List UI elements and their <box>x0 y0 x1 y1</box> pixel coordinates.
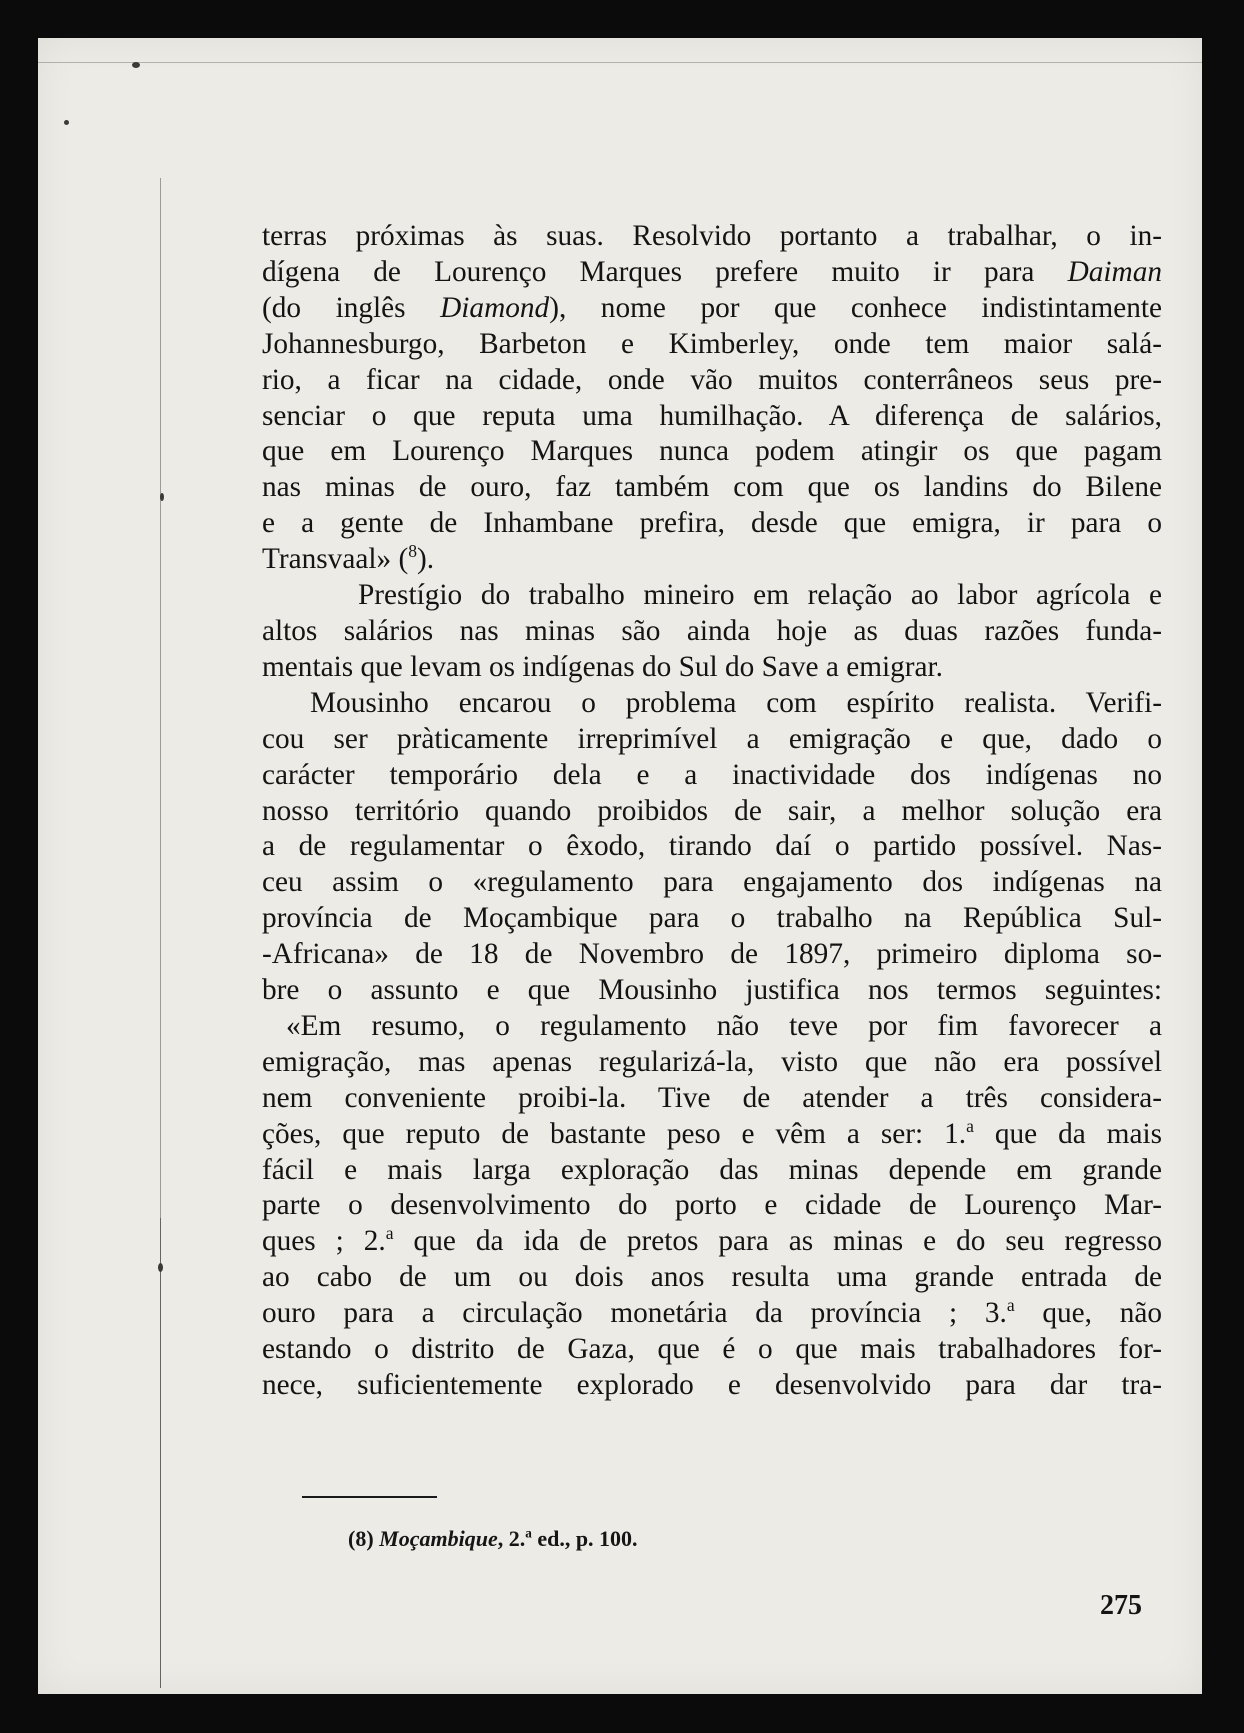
text-line: rio, a ficar na cidade, onde vão muitos conterrâneos seus pre- <box>262 363 1162 396</box>
text-line: senciar o que reputa uma humilhação. A diferença de salários, <box>262 399 1162 432</box>
text-line: a de regulamentar o êxodo, tirando daí o partido possível. Nas- <box>262 830 1162 863</box>
text-line: e a gente de Inhambane prefira, desde que emigra, ir para o <box>262 507 1162 540</box>
italic-term: Daiman <box>1067 255 1162 288</box>
text-line <box>262 1117 1162 1153</box>
text-line: nem conveniente proibi-la. Tive de atender a três considera- <box>262 1081 1162 1114</box>
text-line: -Africana» de 18 de Novembro de 1897, primeiro diploma so- <box>262 938 1162 971</box>
text-run: que, não <box>1014 1297 1163 1330</box>
ordinal-mark: a <box>385 1223 394 1244</box>
ink-speck <box>160 493 164 501</box>
footnote-ordinal: a <box>525 1525 532 1541</box>
text-line: mentais que levam os indígenas do Sul do Save a emigrar. <box>262 650 944 683</box>
footnote-reference: 8 <box>408 541 417 562</box>
footnote-rule <box>302 1496 437 1498</box>
text-line: ao cabo de um ou dois anos resulta uma grande entrada de <box>262 1261 1162 1294</box>
paragraph-3 <box>262 686 1162 1009</box>
text-line: ceu assim o «regulamento para engajamento dos indígenas na <box>262 866 1162 899</box>
ordinal-mark: a <box>1006 1295 1015 1316</box>
text-line <box>262 1296 1162 1332</box>
text-run: ), nome por que conhece indistintamente <box>549 291 1163 324</box>
text-line: fácil e mais larga exploração das minas depende em grande <box>262 1153 1162 1186</box>
paragraph-2 <box>262 578 1162 686</box>
text-line <box>262 291 1162 327</box>
footnote-marker: (8) <box>348 1526 374 1551</box>
text-line: cou ser pràticamente irreprimível a emigração e que, dado o <box>262 722 1162 755</box>
footnote <box>348 1526 638 1552</box>
text-run: (do inglês <box>262 291 441 324</box>
text-line: bre o assunto e que Mousinho justifica nos termos seguintes: <box>262 974 1162 1007</box>
ink-speck <box>64 120 69 125</box>
text-line: parte o desenvolvimento do porto e cidade de Lourenço Mar- <box>262 1189 1162 1222</box>
text-line: Prestígio do trabalho mineiro em relação ao labor agrícola e <box>358 579 1162 612</box>
paragraph-1 <box>262 219 1162 578</box>
text-line: nosso território quando proibidos de sair, a melhor solução era <box>262 794 1162 827</box>
text-run: que da mais <box>973 1117 1162 1150</box>
text-line: carácter temporário dela e a inactividade dos indígenas no <box>262 758 1162 791</box>
text-line: nas minas de ouro, faz também com que os landins do Bilene <box>262 471 1162 504</box>
text-line: estando o distrito de Gaza, que é o que mais trabalhadores for- <box>262 1333 1162 1366</box>
text-line: Johannesburgo, Barbeton e Kimberley, onde tem maior salá- <box>262 327 1162 360</box>
text-run: dígena de Lourenço Marques prefere muito ir para <box>262 255 1068 288</box>
footnote-text: ed., p. 100. <box>531 1526 638 1551</box>
footnote-text: , 2. <box>497 1526 526 1551</box>
body-text <box>262 219 1162 1404</box>
text-run: ções, que reputo de bastante peso e vêm a ser: 1. <box>262 1117 967 1150</box>
text-run: que da ida de pretos para as minas e do seu regresso <box>393 1225 1162 1258</box>
text-run: ouro para a circulação monetária da província ; 3. <box>262 1297 1007 1330</box>
text-line <box>262 542 1162 578</box>
page-number: 275 <box>1100 1590 1142 1621</box>
text-line: emigração, mas apenas regularizá-la, visto que não era possível <box>262 1045 1162 1078</box>
margin-rule-lower <box>160 1218 161 1688</box>
text-line: nece, suficientemente explorado e desenvolvido para dar tra- <box>262 1369 1162 1401</box>
text-line: altos salários nas minas são ainda hoje as duas razões funda- <box>262 614 1162 647</box>
top-rule <box>38 62 1202 63</box>
text-line: terras próximas às suas. Resolvido portanto a trabalhar, o in- <box>262 220 1162 252</box>
text-run: ). <box>417 543 435 576</box>
text-line: que em Lourenço Marques nunca podem atingir os que pagam <box>262 435 1162 468</box>
text-run: ques ; 2. <box>262 1225 386 1258</box>
text-line: província de Moçambique para o trabalho na República Sul- <box>262 902 1162 935</box>
text-line <box>262 1224 1162 1260</box>
ordinal-mark: a <box>966 1115 974 1136</box>
paragraph-4-quote <box>262 1009 1162 1404</box>
footnote-title: Moçambique <box>379 1526 498 1551</box>
ink-speck <box>132 62 140 68</box>
text-line <box>262 255 1162 291</box>
text-run: Transvaal» ( <box>262 543 409 576</box>
text-line: «Em resumo, o regulamento não teve por fim favorecer a <box>286 1009 1162 1042</box>
text-line: Mousinho encarou o problema com espírito realista. Verifi- <box>310 686 1162 719</box>
italic-term: Diamond <box>440 291 550 324</box>
ink-speck <box>158 1263 163 1272</box>
